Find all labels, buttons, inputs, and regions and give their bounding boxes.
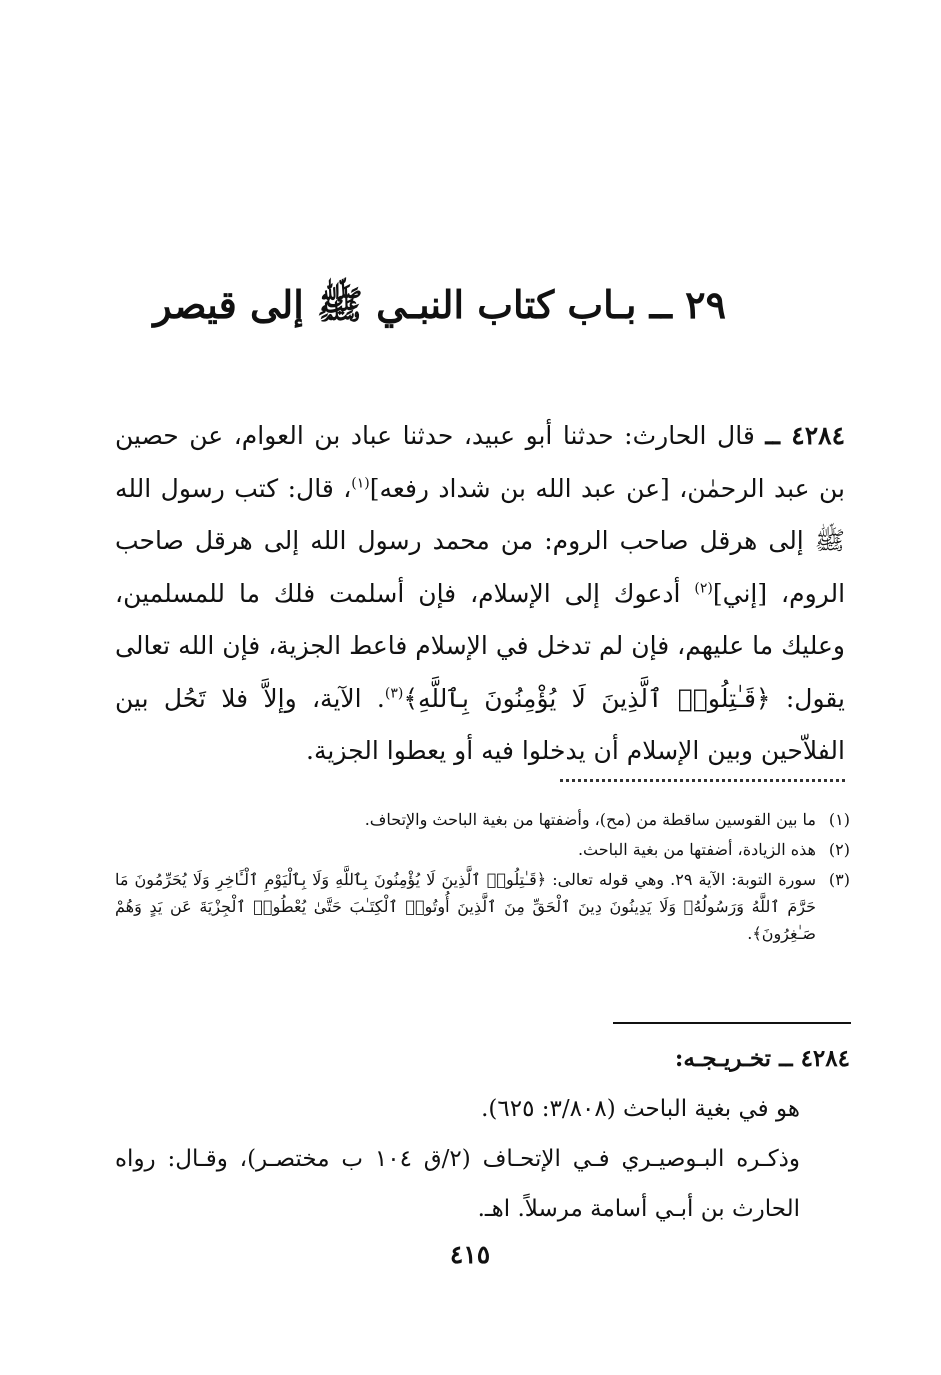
page-number: ٤١٥ — [449, 1240, 491, 1269]
footnote-text: هذه الزيادة، أضفتها من بغية الباحث. — [577, 840, 816, 859]
footnote-text: سورة التوبة: الآية ٢٩. وهي قوله تعالى: ﴿قَـٰتِلُوا۟ ٱلَّذِينَ لَا يُؤْمِنُونَ بِٱللَّهِ وَلَا بِٱلْيَوْمِ ٱلْـَٔاخِرِ وَلَا يُحَرِّمُونَ مَا حَرَّمَ ٱللَّهُ وَرَسُولُهُۥ وَلَا يَدِينُونَ دِينَ ٱلْحَقِّ مِنَ ٱلَّذِينَ أُوتُوا۟ ٱلْكِتَـٰبَ حَتَّىٰ يُعْطُوا۟ ٱلْجِزْيَةَ عَن يَدٍ وَهُمْ صَـٰغِرُونَ﴾. — [115, 870, 816, 943]
footnote-text: ما بين القوسين ساقطة من (مح)، وأضفتها من بغية الباحث والإتحاف. — [364, 810, 816, 829]
footnote-1 — [115, 806, 850, 833]
chapter-title: ٢٩ ــ بـاب كتاب النبـي ﷺ إلى قيصر — [153, 282, 726, 327]
footnote-separator — [560, 779, 845, 782]
hadith-text-part-4: . الآية، وإلاَّ فلا تَحُل بين الفلاّحين وبين الإسلام أن يدخلوا فيه أو يعطوا الجزية. — [115, 683, 845, 765]
hadith-text-part-2: ، قال: كتب رسول الله ﷺ إلى هرقل صاحب الروم: من محمد رسول الله إلى هرقل صاحب الروم، [إني] — [115, 473, 846, 608]
takhrij-section — [115, 1034, 850, 1234]
takhrij-divider — [613, 1022, 851, 1024]
takhrij-line-1: هو في بغية الباحث (٣/٨٠٨: ٦٢٥). — [481, 1096, 800, 1122]
footnote-ref-1[interactable]: (١) — [351, 475, 370, 492]
hadith-text — [115, 410, 845, 778]
takhrij-line-2: وذكـره البـوصيـري فـي الإتحـاف (٢/ق ١٠٤ ب مختصـر)، وقـال: رواه الحارث بن أبـي أسامة مرسلاً. اهـ. — [115, 1146, 800, 1222]
footnote-ref-3[interactable]: (٣) — [384, 685, 404, 702]
footnote-number: (١) — [828, 810, 850, 829]
footnote-2 — [115, 836, 850, 863]
footnote-number: (٢) — [828, 840, 850, 859]
takhrij-heading: ٤٢٨٤ ــ تخـريـجـه: — [674, 1045, 850, 1072]
hadith-text-part-3: أدعوك إلى الإسلام، فإن أسلمت فلك ما للمسلمين، وعليك ما عليهم، فإن لم تدخل في الإسلام فاعط الجزية، فإن الله تعالى يقول: ﴿قَـٰتِلُوا۟ ٱلَّذِينَ لَا يُؤْمِنُونَ بِٱللَّهِ﴾ — [115, 578, 845, 713]
footnote-ref-2[interactable]: (٢) — [694, 580, 713, 597]
footnote-number: (٣) — [828, 870, 850, 889]
footnotes — [115, 806, 850, 950]
hadith-number: ٤٢٨٤ ــ — [765, 421, 845, 450]
footnote-3 — [115, 866, 850, 947]
hadith-paragraph — [115, 410, 845, 778]
hadith-text-part-1: قال الحارث: حدثنا أبو عبيد، حدثنا عباد بن العوام، عن حصين بن عبد الرحمٰن، [عن عبد الله بن شداد رفعه] — [115, 421, 845, 503]
